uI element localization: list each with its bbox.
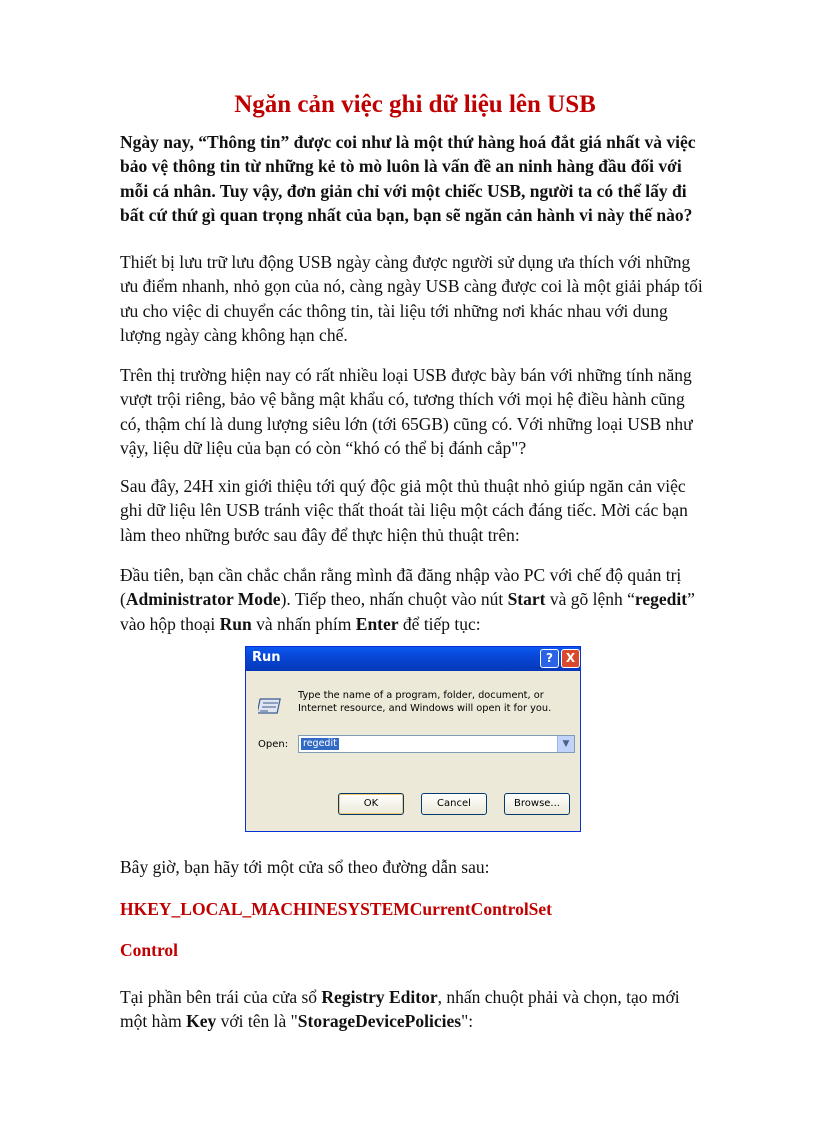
text-segment: để tiếp tục: — [398, 613, 481, 634]
open-combobox[interactable] — [298, 735, 575, 753]
text-segment: ": — [461, 1011, 474, 1032]
paragraph-2: Trên thị trường hiện nay có rất nhiều loại USB được bày bán với những tính năng vượt trội riêng, bảo vệ bằng mật khẩu có, tương thích với mọi hệ điều hành cũng có, thậm chí là dung lượng siêu lớn (tới 65GB) cũng có. Với những loại USB như vậy, liệu dữ liệu của bạn có còn “khó có thể bị đánh cắp"? — [120, 365, 693, 458]
text-segment: Tại phần bên trái của cửa sổ — [120, 987, 322, 1007]
bold-enter: Enter — [355, 613, 399, 634]
text-segment: và nhấn phím — [251, 613, 356, 634]
ok-button[interactable]: OK — [338, 793, 404, 815]
paragraph-4 — [120, 563, 710, 636]
open-value[interactable]: regedit — [303, 738, 337, 749]
text-segment: và gõ lệnh “ — [545, 589, 635, 610]
paragraph-3: Sau đây, 24H xin giới thiệu tới quý độc giả một thủ thuật nhỏ giúp ngăn cản việc ghi dữ liệu lên USB tránh việc thất thoát tài liệu một cách đáng tiếc. Mời các bạn làm theo những bước sau đây để thực hiện thủ thuật trên: — [120, 476, 688, 545]
text-segment: ). Tiếp theo, nhấn chuột vào nút — [280, 589, 508, 610]
registry-path-line-1: HKEY_LOCAL_MACHINESYSTEMCurrentControlSet — [120, 899, 553, 919]
run-dialog-screenshot — [245, 646, 581, 832]
bold-storage-device-policies: StorageDevicePolicies — [297, 1011, 462, 1032]
text-segment: với tên là " — [216, 1011, 298, 1032]
open-label: Open: — [258, 739, 289, 750]
bold-start: Start — [507, 589, 546, 610]
article-title: Ngăn cản việc ghi dữ liệu lên USB — [234, 91, 596, 118]
bold-regedit: regedit — [634, 589, 688, 610]
bold-key: Key — [186, 1011, 217, 1032]
registry-path-line-2: Control — [120, 940, 179, 960]
paragraph-5: Bây giờ, bạn hãy tới một cửa sổ theo đường dẫn sau: — [120, 857, 490, 877]
paragraph-1: Thiết bị lưu trữ lưu động USB ngày càng được người sử dụng ưa thích với những ưu điểm nhanh, nhỏ gọn của nó, càng ngày USB càng được coi là một giải pháp tối ưu cho việc di chuyển các thông tin, tài liệu tới những nơi khác nhau với dung lượng ngày càng không hạn chế. — [120, 252, 703, 345]
dialog-title: Run — [252, 650, 281, 665]
close-button[interactable]: X — [561, 649, 580, 668]
intro-paragraph: Ngày nay, “Thông tin” được coi như là một thứ hàng hoá đắt giá nhất và việc bảo vệ thông tin từ những kẻ tò mò luôn là vấn đề an ninh hàng đầu đối với mỗi cá nhân. Tuy vậy, đơn giản chỉ với một chiếc USB, người ta có thể lấy đi bất cứ thứ gì quan trọng nhất của bạn, bạn sẽ ngăn cản hành vi này thế nào? — [120, 132, 696, 225]
paragraph-6 — [120, 985, 710, 1034]
text-segment: Đầu tiên, bạn cần chắc chắn rằng mình đã đăng nhập vào PC với chế độ quản trị ( — [120, 565, 682, 610]
browse-button[interactable]: Browse... — [504, 793, 570, 815]
cancel-button[interactable]: Cancel — [421, 793, 487, 815]
text-segment: ” vào hộp thoại — [120, 589, 695, 634]
bold-run: Run — [219, 613, 252, 634]
dialog-description: Type the name of a program, folder, document, or Internet resource, and Windows will open it for you. — [298, 690, 552, 714]
dialog-titlebar — [246, 647, 580, 671]
bold-administrator-mode: Administrator Mode — [125, 589, 281, 610]
run-icon — [258, 695, 284, 717]
text-segment: , nhấn chuột phải và chọn, tạo mới một hàm — [120, 987, 680, 1032]
help-button[interactable]: ? — [540, 649, 559, 668]
chevron-down-icon[interactable]: ▼ — [557, 736, 574, 752]
bold-registry-editor: Registry Editor — [321, 987, 438, 1007]
